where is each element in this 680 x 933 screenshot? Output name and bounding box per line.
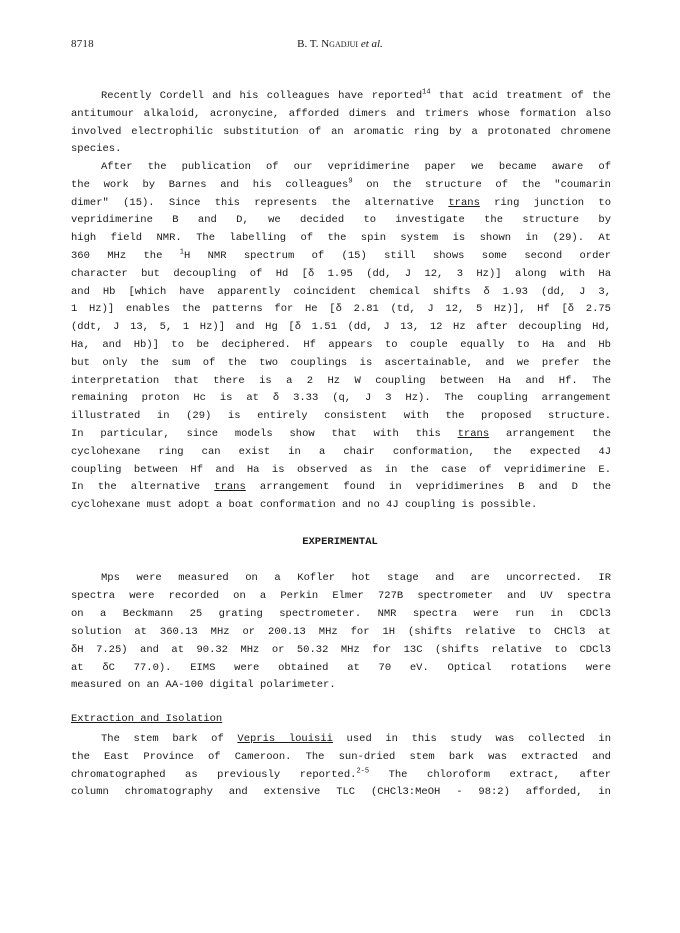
citation-2-5: 2-5 [356, 767, 370, 776]
para2-line-1: After the publication of our vepridimerine paper we became aware of [101, 161, 611, 173]
para2-line-18: coupling between Hf and Ha is observed as in the case of vepridimerine E. [71, 464, 611, 476]
species-name: Vepris louisii [237, 733, 333, 745]
para2-line-15: illustrated in (29) is entirely consistent with the proposed structure. [71, 410, 611, 422]
ext-line-3: chromatographed as previously reported.$^{2-5}$ The chloroform extract, after [71, 767, 611, 781]
para2-line-20: cyclohexane must adopt a boat conformation and no 4J coupling is possible. [71, 499, 538, 511]
para2-line-9: 1 Hz)] enables the patterns for He [δ 2.81 (td, J 12, 5 Hz)], Hf [δ 2.75 [71, 303, 611, 315]
para2-line-12: but only the sum of the two couplings is ascertainable, and we prefer the [71, 357, 611, 369]
exp-line-1: Mps were measured on a Kofler hot stage and are uncorrected. IR [101, 572, 611, 584]
ext-line-2: the East Province of Cameroon. The sun-dried stem bark was extracted and [71, 751, 611, 763]
para2-line-8: and Hb [which have apparently coincident chemical shifts δ 1.93 (dd, J 3, [71, 286, 611, 298]
exp-line-6: at δC 77.0). EIMS were obtained at 70 eV. Optical rotations were [71, 662, 611, 674]
para2-line-6: 360 MHz the $^1$H NMR spectrum of (15) still shows some second order [71, 248, 611, 262]
running-head [71, 38, 609, 50]
exp-line-5: δH 7.25) and at 90.32 MHz or 50.32 MHz for 13C (shifts relative to CDCl3 [71, 644, 611, 656]
page-number: 8718 [71, 38, 94, 50]
para2-line-14: remaining proton Hc is at δ 3.33 (q, J 3 Hz). The coupling arrangement [71, 392, 611, 404]
exp-line-4: solution at 360.13 MHz or 200.13 MHz for 1H (shifts relative to CHCl3 at [71, 626, 611, 638]
running-head-lead: B. T. N [297, 38, 330, 50]
para2-line-3: dimer" (15). Since this represents the alternative trans ring junction to [71, 197, 611, 209]
para2-line-7: character but decoupling of Hd [δ 1.95 (dd, J 12, 3 Hz)] along with Ha [71, 268, 611, 280]
exp-line-7: measured on an AA-100 digital polarimeter. [71, 679, 336, 691]
para2-line-17: cyclohexane ring can exist in a chair conformation, the expected 4J [71, 446, 611, 458]
para2-line-19: In the alternative trans arrangement found in vepridimerines B and D the [71, 481, 611, 493]
para2-line-16: In particular, since models show that with this trans arrangement the [71, 428, 611, 440]
para2-line-11: Ha, and Hb)] to be deciphered. Hf appears to couple equally to Ha and Hb [71, 339, 611, 351]
subsection-heading-extraction: Extraction and Isolation [71, 713, 223, 725]
para2-line-10: (ddt, J 13, 5, 1 Hz)] and Hg [δ 1.51 (dd, J 13, 12 Hz after decoupling Hd, [71, 321, 611, 333]
citation-9: 9 [348, 177, 353, 186]
paragraph-cordell: Recently Cordell and his colleagues have reported$^{14}$ that acid treatment of the antitumour alkaloid, acronycine, afforded dimers and trimers whose formation also involved electrophilic substitution of an aromatic ring by a protonated chromene species. [71, 88, 611, 156]
citation-14: 14 [422, 88, 431, 97]
para2-line-2: the work by Barnes and his colleagues$^9$ on the structure of the "coumarin [71, 177, 611, 191]
para2-line-4: vepridimerine B and D, we decided to investigate the structure by [71, 214, 611, 226]
exp-line-3: on a Beckmann 25 grating spectrometer. NMR spectra were run in CDCl3 [71, 608, 611, 620]
running-head-smallcaps: gadjui [329, 38, 359, 50]
ext-line-4: column chromatography and extensive TLC (CHCl3:MeOH - 98:2) afforded, in [71, 786, 611, 798]
section-heading-experimental: EXPERIMENTAL [302, 536, 378, 548]
para2-line-5: high field NMR. The labelling of the spin system is shown in (29). At [71, 232, 611, 244]
para2-line-13: interpretation that there is a 2 Hz W coupling between Ha and Hf. The [71, 375, 611, 387]
exp-line-2: spectra were recorded on a Perkin Elmer 727B spectrometer and UV spectra [71, 590, 611, 602]
ext-line-1: The stem bark of Vepris louisii used in this study was collected in [101, 733, 611, 745]
page-header [71, 38, 609, 54]
running-head-etal: et al. [358, 38, 383, 50]
